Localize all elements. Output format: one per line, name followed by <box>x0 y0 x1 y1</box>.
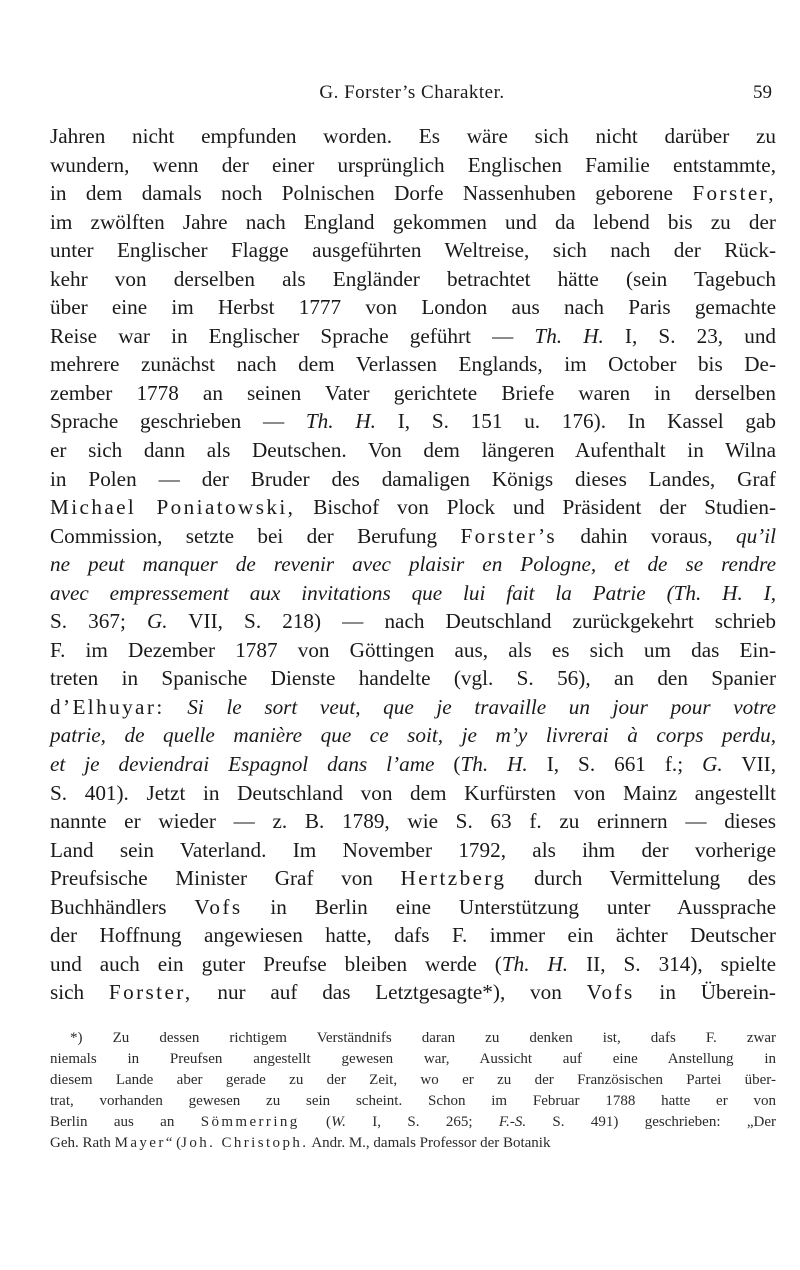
text-line: unter Englischer Flagge ausgeführten Weltreise, sich nach der Rück- <box>50 238 776 263</box>
text-line: S. 401). Jetzt in Deutschland von dem Kurfürsten von Mainz angestellt <box>50 780 776 805</box>
text-run: I, S. 661 f.; <box>527 752 703 777</box>
text-line <box>50 493 776 522</box>
text-run: Buchhändlers <box>50 894 195 919</box>
text-line: Land sein Vaterland. Im November 1792, als ihm der vorherige <box>50 837 776 862</box>
text-line <box>50 893 776 922</box>
spaced-name: Forster, <box>108 980 193 1005</box>
italic-reference: F.-S. <box>498 1114 527 1131</box>
text-run: “ ( <box>165 1135 182 1152</box>
text-line: nannte er wieder — z. B. 1789, wie S. 63 f. zu erinnern — dieses <box>50 809 776 834</box>
text-line: im zwölften Jahre nach England gekommen und da lebend bis zu der <box>50 209 776 234</box>
text-line <box>50 407 776 436</box>
italic-quote: Si le sort veut, que je travaille un jour pour votre <box>164 694 776 719</box>
text-line: mehrere zunächst nach dem Verlassen Englands, im October bis De- <box>50 352 776 377</box>
text-run: Bischof von Plock und Präsident der Studien- <box>295 495 776 520</box>
spaced-name: Mayer <box>114 1135 166 1152</box>
text-run: I, S. 265; <box>345 1114 499 1131</box>
text-line: Jahren nicht empfunden worden. Es wäre sich nicht darüber zu <box>50 124 776 148</box>
footnote-line <box>50 1133 776 1154</box>
spaced-name: Vofs <box>586 980 635 1005</box>
text-run: in dem damals noch Polnischen Dorfe Nassenhuben geborene <box>50 181 693 206</box>
text-run: Preufsische Minister Graf von <box>50 866 401 891</box>
text-run: Reise war in Englischer Sprache geführt — <box>50 323 535 348</box>
italic-quote: et je deviendrai Espagnol dans l’ame <box>50 752 435 777</box>
text-run: ( <box>299 1114 332 1131</box>
text-line <box>50 322 776 351</box>
text-run: in Berlin eine Unterstützung unter Aussprache <box>242 894 776 919</box>
italic-reference: Th. H. <box>460 752 528 777</box>
footnote <box>50 1028 776 1155</box>
text-line: wundern, wenn der einer ursprünglich Englischen Familie entstammte, <box>50 152 776 177</box>
italic-reference: Th. H. <box>305 409 376 434</box>
text-run: VII, <box>722 752 777 777</box>
footnote-line <box>50 1112 776 1133</box>
main-text <box>50 122 776 1007</box>
text-run: dahin voraus, <box>557 523 736 548</box>
text-run: in Überein- <box>634 980 776 1005</box>
text-run: S. 367; <box>50 609 147 634</box>
text-line: kehr von derselben als Engländer betrachtet hätte (sein Tagebuch <box>50 266 776 291</box>
spaced-name: d’Elhuyar: <box>50 694 165 719</box>
italic-quote-line: ne peut manquer de revenir avec plaisir en Pologne, et de se rendre <box>50 552 776 577</box>
italic-reference: G. <box>146 609 168 634</box>
footnote-line: trat, vorhanden gewesen zu sein scheint. Schon im Februar 1788 hatte er von <box>50 1093 776 1110</box>
spaced-name: Vofs <box>194 894 243 919</box>
text-line: in Polen — der Bruder des damaligen Königs dieses Landes, Graf <box>50 466 776 491</box>
text-run: und auch ein guter Preufse bleiben werde ( <box>50 951 502 976</box>
text-run: VII, S. 218) — nach Deutschland zurückgekehrt schrieb <box>167 609 776 634</box>
running-title: G. Forster’s Charakter. <box>319 82 505 103</box>
italic-reference: Th. H. <box>501 951 569 976</box>
footnote-line: *) Zu dessen richtigem Verständnifs daran zu denken ist, dafs F. zwar <box>70 1030 776 1046</box>
italic-quote-line: patrie, de quelle manière que ce soit, je m’y livrerai à corps perdu, <box>50 723 776 748</box>
text-line <box>50 693 776 722</box>
text-line: er sich dann als Deutschen. Von dem längeren Aufenthalt in Wilna <box>50 438 776 463</box>
italic-quote-line: avec empressement aux invitations que lui fait la Patrie (Th. H. I, <box>50 580 776 605</box>
spaced-name: Joh. Christoph. <box>181 1135 309 1152</box>
page-header <box>50 82 774 106</box>
italic-reference: W. <box>331 1114 346 1131</box>
italic-reference: Th. H. <box>534 323 604 348</box>
page-number: 59 <box>753 82 772 103</box>
text-line: treten in Spanische Dienste handelte (vgl. S. 56), an den Spanier <box>50 666 776 691</box>
spaced-name: Forster, <box>692 181 776 206</box>
footnote-line: diesem Lande aber gerade zu der Zeit, wo er zu der Französischen Partei über- <box>50 1072 776 1089</box>
spaced-name: Hertzberg <box>400 866 507 891</box>
text-run: ( <box>434 752 461 777</box>
text-run: Andr. M., damals Professor der Botanik <box>308 1135 551 1152</box>
text-line <box>50 978 776 1007</box>
italic-reference: G. <box>702 752 723 777</box>
text-run: Berlin aus an <box>50 1114 201 1131</box>
text-line <box>50 750 776 779</box>
text-run: durch Vermittelung des <box>506 866 776 891</box>
text-line <box>50 179 776 208</box>
text-line: über eine im Herbst 1777 von London aus nach Paris gemachte <box>50 295 776 320</box>
text-run: II, S. 314), spielte <box>568 951 776 976</box>
text-run: sich <box>50 980 109 1005</box>
italic-quote: qu’il <box>735 523 777 548</box>
text-line <box>50 950 776 979</box>
text-line: F. im Dezember 1787 von Göttingen aus, als es sich um das Ein- <box>50 637 776 662</box>
text-run: Sprache geschrieben — <box>50 409 306 434</box>
text-run: I, S. 151 u. 176). In Kassel gab <box>375 409 776 434</box>
text-run: I, S. 23, und <box>603 323 777 348</box>
text-run: nur auf das Letztgesagte*), von <box>192 980 587 1005</box>
text-line: zember 1778 an seinen Vater gerichtete Briefe waren in derselben <box>50 380 776 405</box>
spaced-name: Forster’s <box>460 523 558 548</box>
text-line <box>50 522 776 551</box>
text-line: der Hoffnung angewiesen hatte, dafs F. immer ein ächter Deutscher <box>50 923 776 948</box>
text-line <box>50 607 776 636</box>
spaced-name: Sömmerring <box>200 1114 300 1131</box>
text-run: Commission, setzte bei der Berufung <box>50 523 461 548</box>
text-run: S. 491) geschrieben: „Der <box>526 1114 777 1131</box>
text-line <box>50 864 776 893</box>
text-run: Geh. Rath <box>50 1135 115 1152</box>
spaced-name: Michael Poniatowski, <box>50 495 296 520</box>
footnote-line: niemals in Preufsen angestellt gewesen war, Aussicht auf eine Anstellung in <box>50 1051 776 1068</box>
